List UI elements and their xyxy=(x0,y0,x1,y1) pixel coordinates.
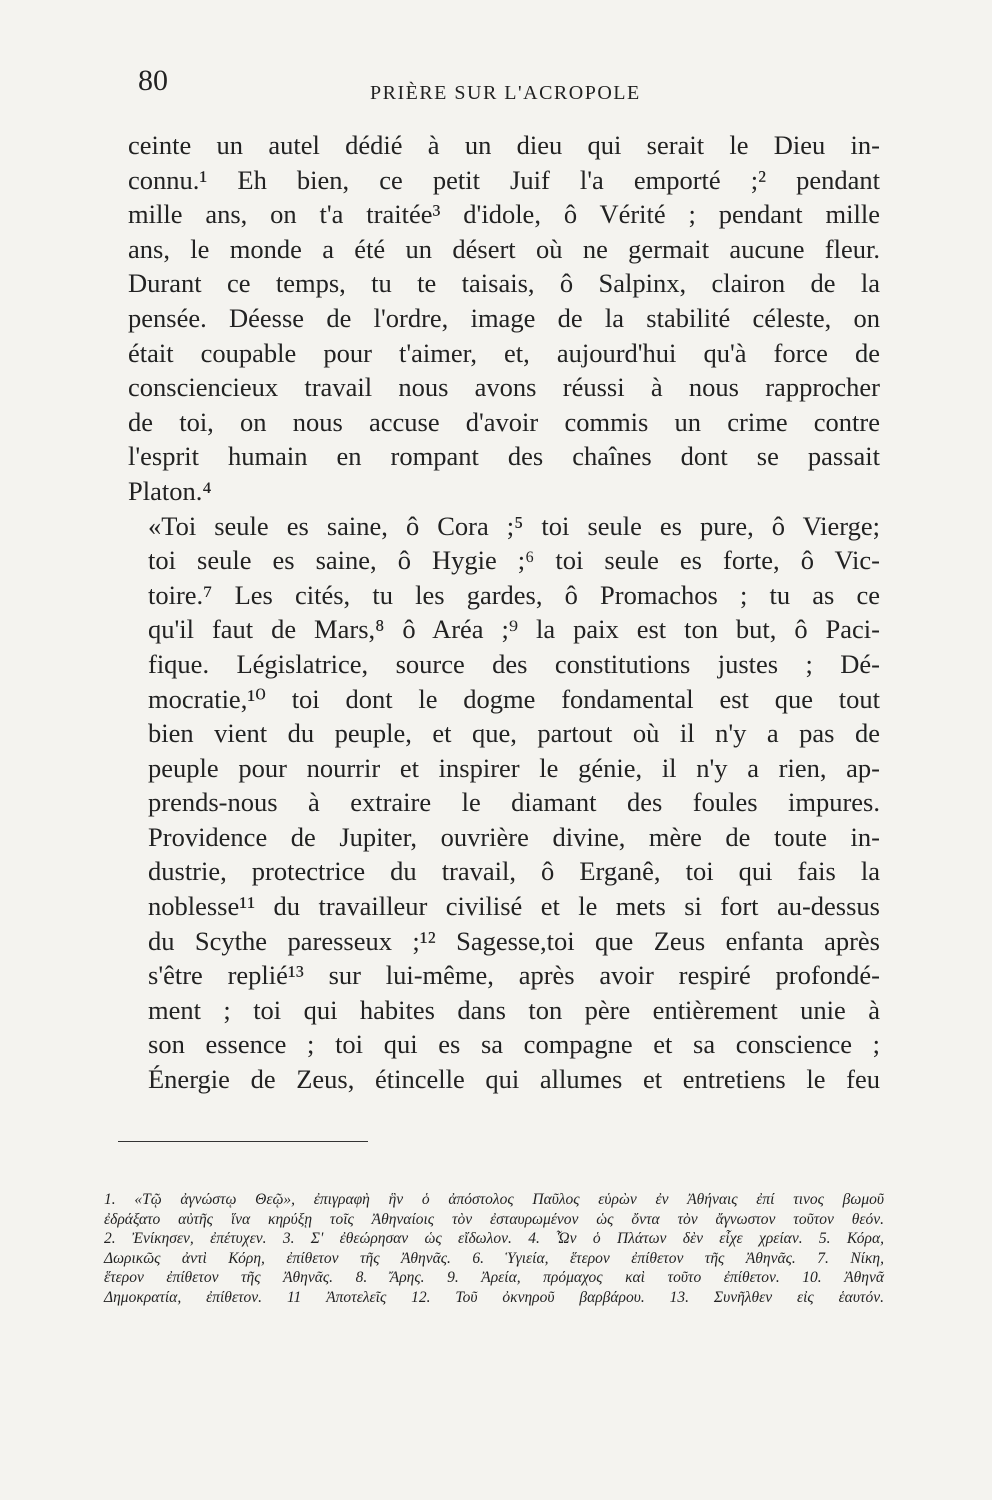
text-line: Durant ce temps, tu te taisais, ô Salpinx, clairon de la xyxy=(128,268,880,299)
footnote-line: 2. Ἐνίκησεν, ἐπέτυχεν. 3. Σ' ἐθεώρησαν ὡς εἴδωλον. 4. Ὧν ὁ Πλάτων δὲν εἶχε χρείαν. 5. Κόρα, xyxy=(104,1230,884,1247)
footnote-separator xyxy=(118,1141,368,1142)
text-line: peuple pour nourrir et inspirer le génie, il n'y a rien, ap- xyxy=(148,752,880,783)
text-line: toi seule es saine, ô Hygie ;⁶ toi seule es forte, ô Vic- xyxy=(148,545,880,576)
footnote-line: ἐδράξατο αὐτῆς ἵνα κηρύξῃ τοῖς Ἀθηναίοις τὸν ἐσταυρωμένον ὡς ὄντα τὸν ἄγνωστον τοῦτον θεόν. xyxy=(104,1210,884,1228)
running-title: PRIÈRE SUR L'ACROPOLE xyxy=(370,82,641,104)
text-line: «Toi seule es saine, ô Cora ;⁵ toi seule es pure, ô Vierge; xyxy=(148,510,880,541)
page-header xyxy=(130,62,872,106)
text-line: bien vient du peuple, et que, partout où il n'y a pas de xyxy=(148,718,880,749)
page-number: 80 xyxy=(138,64,168,97)
paragraph-1 xyxy=(128,128,880,509)
text-line: Providence de Jupiter, ouvrière divine, mère de toute in- xyxy=(148,821,880,852)
text-line: consciencieux travail nous avons réussi à nous rapprocher xyxy=(128,372,880,403)
text-line: Platon.⁴ xyxy=(128,475,212,506)
text-line: toire.⁷ Les cités, tu les gardes, ô Promachos ; tu as ce xyxy=(148,579,880,610)
text-line: fique. Législatrice, source des constitutions justes ; Dé- xyxy=(148,648,880,679)
text-line: mocratie,¹⁰ toi dont le dogme fondamental est que tout xyxy=(148,683,880,714)
footnote-line: ἕτερον ἐπίθετον τῆς Ἀθηνᾶς. 8. Ἄρης. 9. Ἀρεία, πρόμαχος καὶ τοῦτο ἐπίθετον. 10. Ἀθηνᾶ xyxy=(104,1269,884,1286)
text-line: s'être replié¹³ sur lui-même, après avoir respiré profondé- xyxy=(148,960,880,991)
text-line: dustrie, protectrice du travail, ô Erganê, toi qui fais la xyxy=(148,856,880,887)
text-line: qu'il faut de Mars,⁸ ô Aréa ;⁹ la paix est ton but, ô Paci- xyxy=(148,614,880,645)
footnote-line: 1. «Τῷ ἀγνώστῳ Θεῷ», ἐπιγραφὴ ἣν ὁ ἀπόστολος Παῦλος εὑρὼν ἐν Ἀθήναις ἐπί τινος βωμοῦ xyxy=(104,1191,884,1208)
text-line: était coupable pour t'aimer, et, aujourd'hui qu'à force de xyxy=(128,337,880,368)
footnote-line: Δωρικῶς ἀντὶ Κόρη, ἐπίθετον τῆς Ἀθηνᾶς. 6. Ὑγιεία, ἕτερον ἐπίθετον τῆς Ἀθηνᾶς. 7. Νίκη, xyxy=(104,1249,884,1267)
text-line: son essence ; toi qui es sa compagne et sa conscience ; xyxy=(148,1029,880,1060)
text-line: prends-nous à extraire le diamant des foules impures. xyxy=(148,787,880,818)
body-text xyxy=(128,128,880,1097)
footnote-line: Δημοκρατία, ἐπίθετον. 11 Ἀποτελεῖς 12. Τοῦ ὀκνηροῦ βαρβάρου. 13. Συνῆλθεν εἰς ἑαυτόν. xyxy=(104,1288,884,1306)
text-line: ans, le monde a été un désert où ne germait aucune fleur. xyxy=(128,233,880,264)
footnotes xyxy=(104,1190,884,1307)
text-line: ment ; toi qui habites dans ton père entièrement unie à xyxy=(148,994,880,1025)
paragraph-2 xyxy=(128,509,880,1097)
text-line: Énergie de Zeus, étincelle qui allumes et entretiens le feu xyxy=(148,1064,880,1095)
text-line: du Scythe paresseux ;¹² Sagesse,toi que Zeus enfanta après xyxy=(148,925,880,956)
text-line: pensée. Déesse de l'ordre, image de la stabilité céleste, on xyxy=(128,302,880,333)
text-line: mille ans, on t'a traitée³ d'idole, ô Vérité ; pendant mille xyxy=(128,199,880,230)
text-line: connu.¹ Eh bien, ce petit Juif l'a emporté ;² pendant xyxy=(128,164,880,195)
text-line: ceinte un autel dédié à un dieu qui serait le Dieu in- xyxy=(128,130,880,160)
text-line: de toi, on nous accuse d'avoir commis un crime contre xyxy=(128,406,880,437)
text-line: l'esprit humain en rompant des chaînes dont se passait xyxy=(128,441,880,472)
text-line: noblesse¹¹ du travailleur civilisé et le mets si fort au-dessus xyxy=(148,891,880,922)
